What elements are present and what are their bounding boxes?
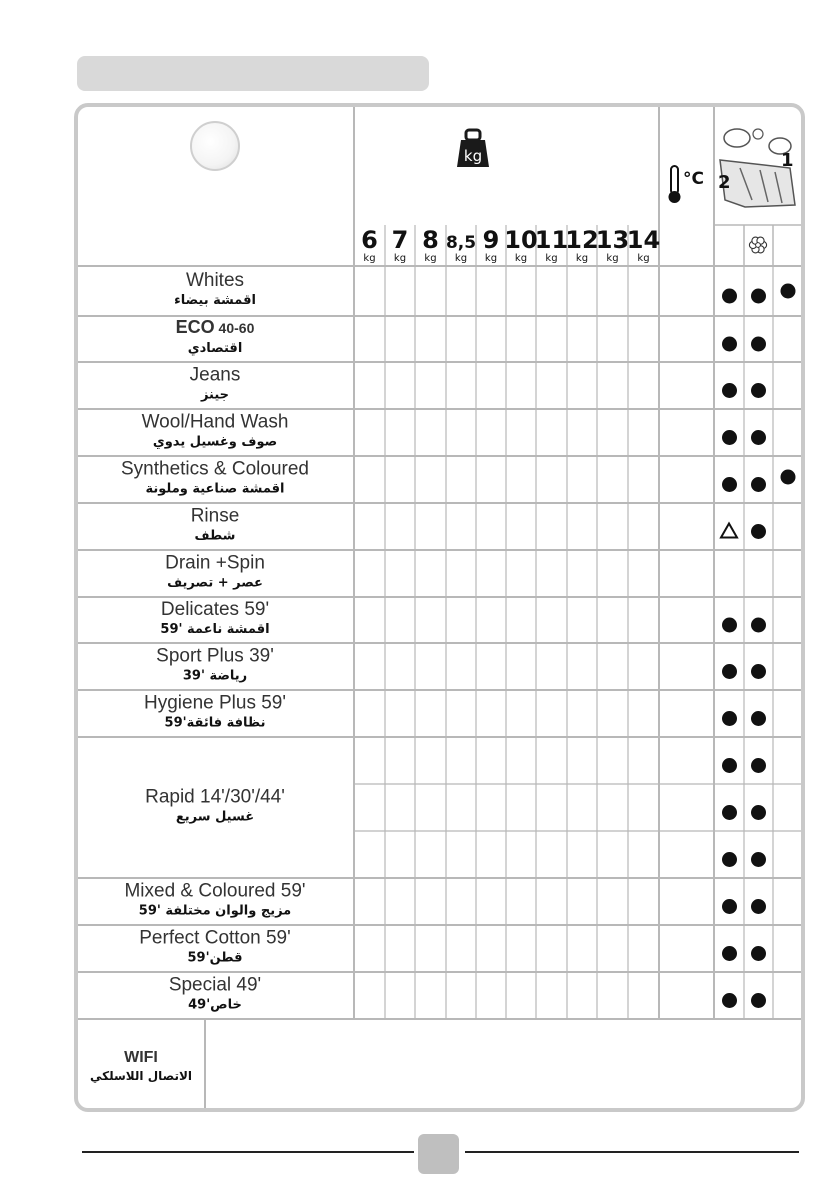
page-number-tab [418, 1134, 459, 1174]
program-arabic-name: جينز [200, 387, 230, 403]
rinse-triangle-symbol [721, 524, 737, 538]
program-arabic-name: قطن'59 [187, 950, 243, 966]
program-name: Jeans [189, 364, 241, 386]
program-name: Sport Plus 39' [156, 645, 274, 667]
program-arabic-name: اقمشة ناعمة '59 [160, 622, 270, 637]
footer-line-right [465, 1151, 799, 1153]
softener-dot [751, 477, 766, 492]
temperature-label: °C [683, 169, 704, 189]
softener-dot [751, 337, 766, 352]
weight-icon-label: kg [463, 147, 483, 165]
program-arabic-name: غسيل سريع [175, 809, 255, 825]
main-wash-dot [722, 946, 737, 961]
main-wash-dot [722, 805, 737, 820]
flower-small-icon [753, 129, 763, 139]
capacity-value: 6 [361, 226, 378, 254]
program-name: Drain +Spin [165, 552, 265, 574]
program-arabic-name: عصر + تصريف [167, 575, 263, 591]
main-wash-dot [722, 430, 737, 445]
capacity-value: 8,5 [445, 233, 477, 253]
softener-dot [751, 852, 766, 867]
softener-dot [751, 430, 766, 445]
capacity-value: 13 [595, 226, 630, 254]
wifi-label: WIFI [124, 1049, 158, 1066]
thermometer-bulb [669, 191, 681, 203]
main-wash-dot [722, 711, 737, 726]
extra-dot [781, 284, 796, 299]
main-wash-dot [722, 383, 737, 398]
main-wash-dot [722, 618, 737, 633]
softener-dot [751, 289, 766, 304]
softener-dot [751, 899, 766, 914]
main-wash-dot [722, 758, 737, 773]
softener-dot [751, 993, 766, 1008]
main-wash-dot [722, 289, 737, 304]
capacity-unit: kg [545, 253, 558, 264]
softener-dot [751, 711, 766, 726]
main-wash-dot [722, 477, 737, 492]
capacity-unit: kg [637, 253, 650, 264]
softener-dot [751, 805, 766, 820]
capacity-unit: kg [575, 253, 589, 264]
compartment-number-2: 2 [718, 172, 731, 193]
program-name: Perfect Cotton 59' [139, 927, 291, 949]
program-name: Mixed & Coloured 59' [124, 880, 306, 902]
capacity-value: 14 [626, 226, 661, 254]
thermometer-icon [671, 166, 678, 194]
program-name: Wool/Hand Wash [141, 411, 289, 433]
program-arabic-name: خاص'49 [188, 997, 242, 1013]
main-wash-dot [722, 664, 737, 679]
program-name: Hygiene Plus 59' [144, 692, 286, 714]
main-wash-dot [722, 337, 737, 352]
softener-flower-center [756, 243, 761, 248]
main-wash-dot [722, 852, 737, 867]
softener-dot [751, 758, 766, 773]
capacity-value: 8 [422, 226, 439, 254]
program-arabic-name: نظافة فائقة'59 [164, 715, 266, 731]
program-name: Rinse [190, 505, 240, 527]
program-arabic-name: اقمشة بيضاء [174, 293, 256, 308]
capacity-unit: kg [484, 253, 498, 264]
program-name: Whites [185, 270, 245, 291]
softener-dot [751, 946, 766, 961]
capacity-unit: kg [514, 253, 528, 264]
weight-icon-handle [466, 130, 480, 140]
capacity-unit: kg [363, 253, 376, 264]
detergent-cup-icon [724, 129, 750, 147]
program-name: Rapid 14'/30'/44' [145, 786, 285, 808]
program-arabic-name: شطف [194, 528, 236, 544]
main-wash-dot [722, 899, 737, 914]
capacity-value: 12 [565, 226, 599, 254]
footer-line-left [82, 1151, 414, 1153]
program-name: Delicates 59' [160, 599, 270, 620]
capacity-unit: kg [424, 253, 437, 264]
capacity-value: 7 [391, 226, 409, 254]
extra-dot [781, 470, 796, 485]
capacity-unit: kg [454, 253, 468, 264]
program-name: ECO 40-60 [175, 317, 255, 337]
capacity-unit: kg [606, 253, 619, 264]
program-name: Synthetics & Coloured [121, 458, 309, 480]
program-arabic-name: مزيج والوان مختلفة '59 [138, 903, 292, 919]
wifi-arabic-label: الاتصال اللاسلكي [89, 1069, 193, 1083]
main-wash-dot [722, 993, 737, 1008]
program-name: Special 49' [168, 974, 262, 996]
program-arabic-name: صوف وغسيل يدوي [152, 434, 278, 450]
capacity-value: 9 [482, 226, 500, 254]
capacity-unit: kg [393, 253, 407, 264]
softener-dot [751, 618, 766, 633]
compartment-number-1: 1 [781, 150, 794, 171]
softener-dot [751, 664, 766, 679]
softener-dot [751, 524, 766, 539]
capacity-value: 10 [504, 226, 538, 254]
program-arabic-name: اقتصادي [187, 341, 243, 356]
program-arabic-name: رياضة '39 [182, 668, 248, 684]
program-arabic-name: اقمشة صناعية وملونة [145, 481, 285, 497]
softener-dot [751, 383, 766, 398]
capacity-value: 11 [534, 226, 569, 254]
